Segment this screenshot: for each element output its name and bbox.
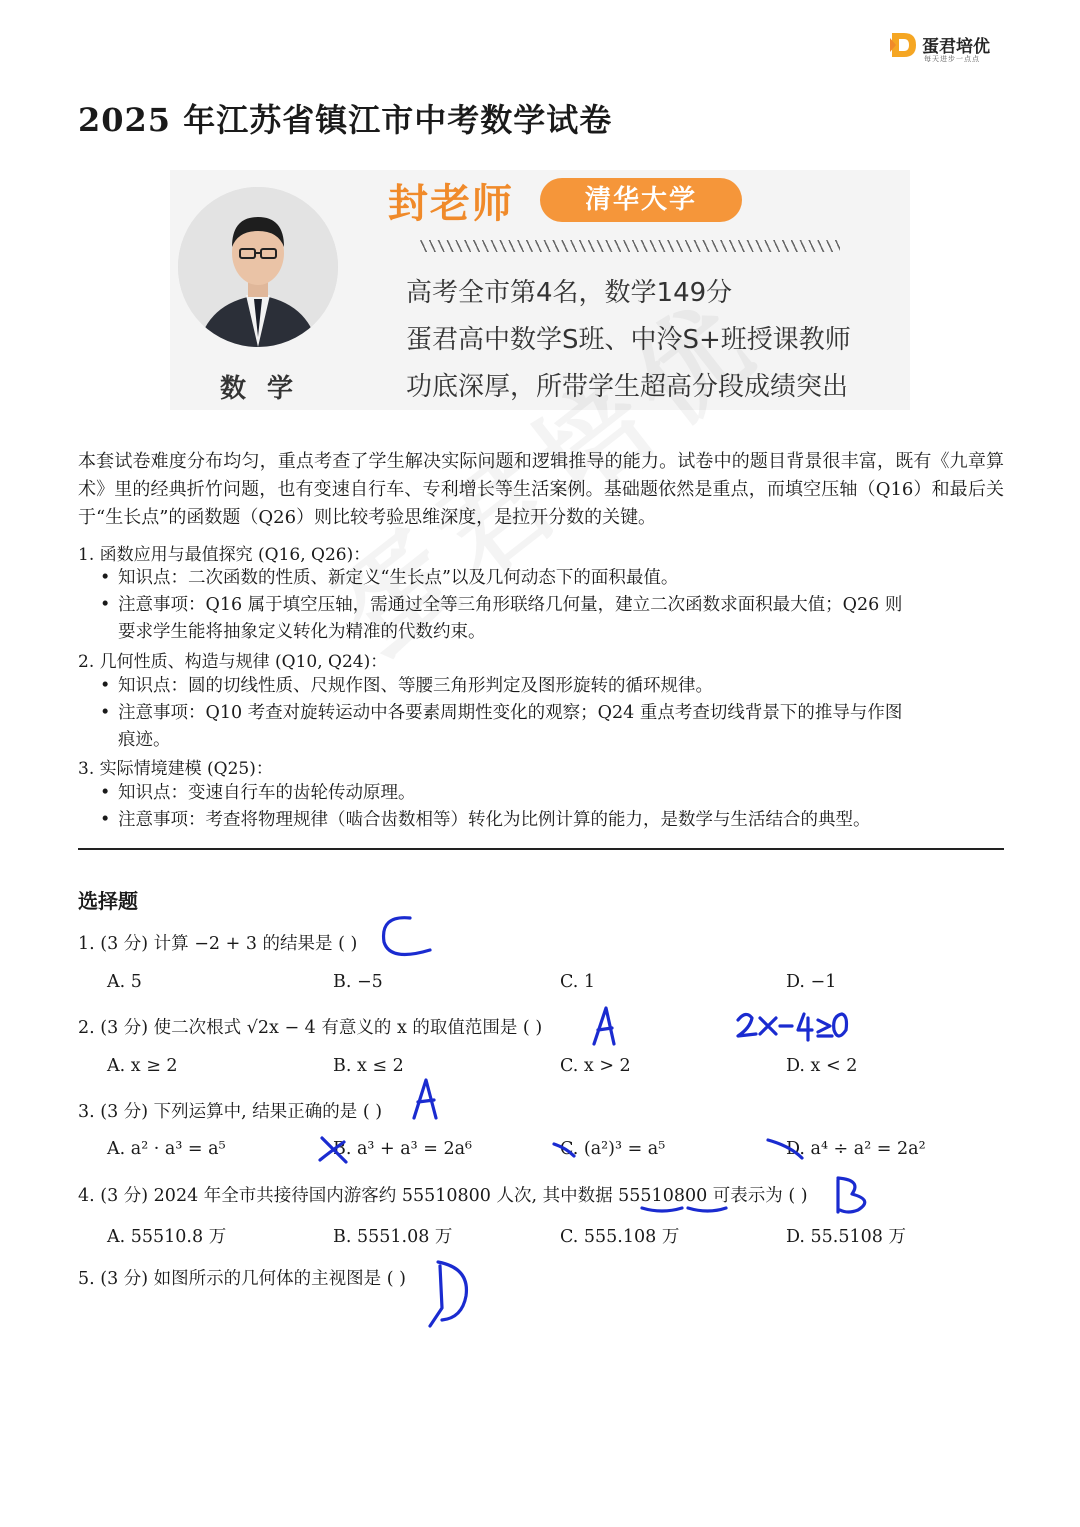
option: C. 555.108 万 [560, 1227, 680, 1247]
option: C. (a²)³ = a⁵ [560, 1139, 666, 1159]
brand-logo [888, 30, 1008, 70]
option: B. 5551.08 万 [333, 1227, 453, 1247]
analysis-bullet: 注意事项：Q10 考查对旋转运动中各要素周期性变化的观察；Q24 重点考查切线背景下的推导与作图 [118, 703, 903, 723]
question-stem: 4. (3 分) 2024 年全市共接待国内游客约 55510800 人次, 其中数据 55510800 可表示为 ( ) [78, 1186, 808, 1206]
underline-mark [642, 1208, 726, 1211]
question-stem: 5. (3 分) 如图所示的几何体的主视图是 ( ) [78, 1269, 406, 1289]
analysis-bullet: 知识点：圆的切线性质、尺规作图、等腰三角形判定及图形旋转的循环规律。 [118, 676, 713, 696]
handwritten-answer-b [838, 1178, 865, 1212]
analysis-bullet-continued: 痕迹。 [118, 730, 171, 750]
teacher-name: 封老师 [388, 181, 514, 227]
question-stem: 3. (3 分) 下列运算中, 结果正确的是 ( ) [78, 1102, 383, 1122]
teacher-portrait-icon [178, 187, 338, 347]
logo-mark-icon [888, 30, 918, 60]
analysis-bullet-continued: 要求学生能将抽象定义转化为精准的代数约束。 [118, 622, 486, 642]
bullet-dot: • [100, 703, 111, 723]
option: D. x < 2 [786, 1056, 858, 1076]
bullet-dot: • [100, 810, 111, 830]
bullet-dot: • [100, 568, 111, 588]
analysis-bullet: 注意事项：Q16 属于填空压轴，需通过全等三角形联络几何量，建立二次函数求面积最大值；Q26 则 [118, 595, 903, 615]
teacher-credential: 功底深厚，所带学生超高分段成绩突出 [406, 372, 849, 402]
handwritten-answer-d [430, 1262, 466, 1326]
handwritten-answer-a [414, 1080, 436, 1118]
logo-name: 蛋君培优 [922, 37, 990, 57]
analysis-heading: 2. 几何性质、构造与规律 (Q10, Q24)： [78, 652, 388, 672]
analysis-bullet: 注意事项：考查将物理规律（啮合齿数相等）转化为比例计算的能力，是数学与生活结合的典型。 [118, 810, 871, 830]
teacher-school-badge: 清华大学 [540, 178, 742, 222]
analysis-bullet: 知识点：变速自行车的齿轮传动原理。 [118, 783, 416, 803]
option: C. 1 [560, 972, 596, 992]
option: D. 55.5108 万 [786, 1227, 906, 1247]
bullet-dot: • [100, 783, 111, 803]
handwritten-answer-c [384, 918, 430, 955]
bullet-dot: • [100, 676, 111, 696]
option: D. −1 [786, 972, 837, 992]
option: A. 55510.8 万 [107, 1227, 227, 1247]
option: D. a⁴ ÷ a² = 2a² [786, 1139, 926, 1159]
handwritten-answer-a [594, 1008, 614, 1044]
analysis-bullet: 知识点：二次函数的性质、新定义“生长点”以及几何动态下的面积最值。 [118, 568, 679, 588]
option: A. 5 [107, 972, 142, 992]
decorative-divider [420, 240, 840, 252]
teacher-avatar [178, 187, 338, 347]
option: A. x ≥ 2 [107, 1056, 178, 1076]
page-title: 2025 年江苏省镇江市中考数学试卷 [78, 101, 613, 139]
option: B. x ≤ 2 [333, 1056, 404, 1076]
question-stem: 2. (3 分) 使二次根式 √2x − 4 有意义的 x 的取值范围是 ( ) [78, 1018, 543, 1038]
logo-slogan: 每天进步一点点 [924, 55, 980, 63]
teacher-credential: 高考全市第4名，数学149分 [406, 278, 733, 308]
option: A. a² · a³ = a⁵ [107, 1139, 226, 1159]
handwritten-note [738, 1014, 847, 1040]
option: C. x > 2 [560, 1056, 631, 1076]
teacher-credential: 蛋君高中数学S班、中泠S+班授课教师 [406, 325, 851, 355]
analysis-heading: 1. 函数应用与最值探究 (Q16, Q26)： [78, 545, 371, 565]
option: B. a³ + a³ = 2a⁶ [333, 1139, 473, 1159]
option: B. −5 [333, 972, 383, 992]
section-title: 选择题 [78, 889, 138, 913]
analysis-heading: 3. 实际情境建模 (Q25)： [78, 759, 273, 779]
teacher-subject: 数 学 [220, 374, 300, 404]
question-stem: 1. (3 分) 计算 −2 + 3 的结果是 ( ) [78, 934, 358, 954]
intro-paragraph: 本套试卷难度分布均匀，重点考查了学生解决实际问题和逻辑推导的能力。试卷中的题目背景很丰富，既有《九章算术》里的经典折竹问题，也有变速自行车、专利增长等生活案例。基础题依然是重点，而填空压轴（Q16）和最后关于“生长点”的函数题（Q26）则比较考验思维深度，是拉开分数的关键。 [78, 451, 1004, 528]
section-divider [78, 848, 1004, 850]
bullet-dot: • [100, 595, 111, 615]
